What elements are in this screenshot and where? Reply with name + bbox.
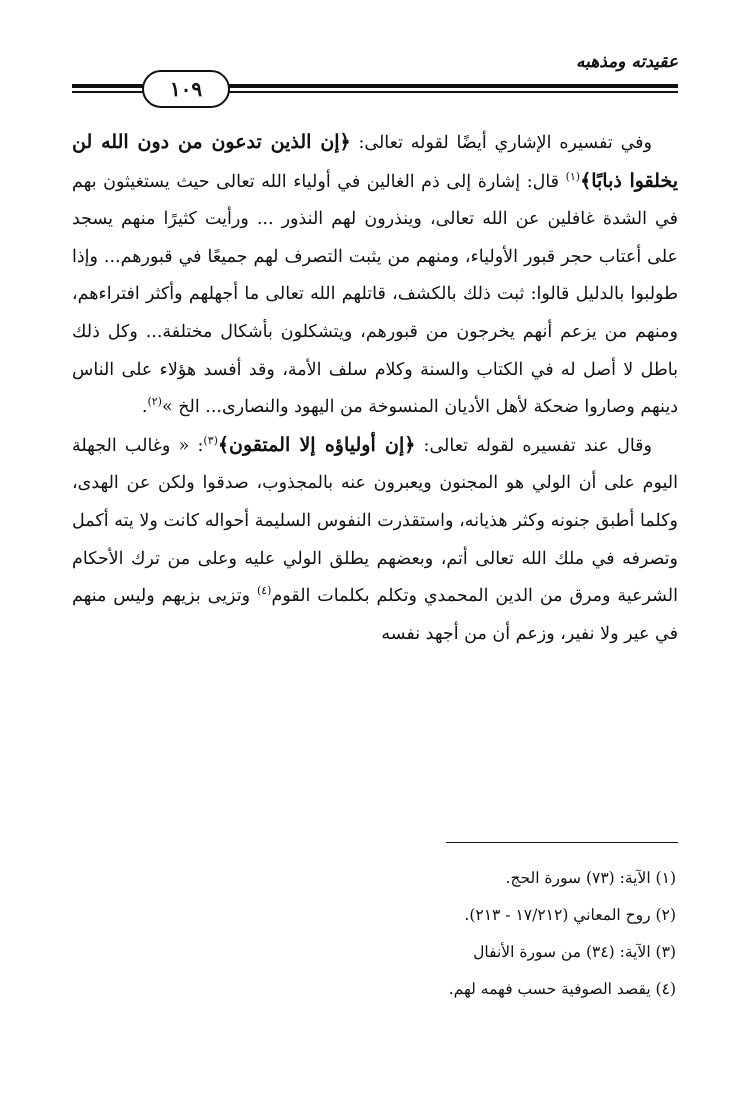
footnote-ref: (١) <box>565 169 581 183</box>
paragraph <box>72 124 678 427</box>
paragraph-text: وقال عند تفسيره لقوله تعالى: <box>415 435 652 456</box>
quran-verse: ﴿إن الذين تدعون من دون الله لن يخلقوا ذبابًا﴾ <box>72 131 678 192</box>
paragraph-text: قال: إشارة إلى ذم الغالين في أولياء الله تعالى حيث يستغيثون بهم في الشدة غافلين عن الله تعالى، وينذرون لهم النذور ... ورأيت كثيرًا منهم يسجد على أعتاب حجر قبور الأولياء، ومنهم من يثبت التصرف لهم جميعًا في قبورهم... وإذا طولبوا بالدليل قالوا: ثبت ذلك بالكشف، قاتلهم الله تعالى ما أجهلهم وأكثر افتراءهم، ومنهم من يزعم أنهم يخرجون من قبورهم، ويتشكلون بأشكال مختلفة... وكل ذلك باطل لا أصل له في الكتاب والسنة وكلام سلف الأمة، وقد أفسد هؤلاء على الناس دينهم وصاروا ضحكة لأهل الأديان المنسوخة من اليهود والنصارى... الخ » <box>72 171 678 418</box>
footnote-item: (٤) يقصد الصوفية حسب فهمه لهم. <box>448 980 676 998</box>
footnote-ref: (٢) <box>147 395 162 409</box>
footnote-ref: (٤) <box>256 584 272 598</box>
paragraph-text: : « وغالب الجهلة اليوم على أن الولي هو المجنون ويعبرون عنه بالمجذوب، صدقوا ولكن عن الهدى، وكلما أطبق جنونه وكثر هذيانه، واستقذرت النفوس السليمة أحواله كانت ولا يته أكمل وتصرفه في ملك الله تعالى أتم، وبعضهم يطلق الولي عليه وعلى من ترك الأحكام الشرعية ومرق من الدين المحمدي وتكلم بكلمات القوم <box>72 435 678 607</box>
paragraph <box>72 427 678 654</box>
quran-verse: ﴿إن أولياؤه إلا المتقون﴾ <box>217 433 416 456</box>
footnote-item: (٣) الآية: (٣٤) من سورة الأنفال <box>473 943 676 961</box>
footnotes <box>72 860 678 1008</box>
footnote-item: (٢) روح المعاني (١٧/٢١٢ - ٢١٣). <box>464 906 676 924</box>
footnote-item: (١) الآية: (٧٣) سورة الحج. <box>505 869 676 887</box>
paragraph-text: . <box>141 397 148 418</box>
paragraph-text: وفي تفسيره الإشاري أيضًا لقوله تعالى: <box>350 133 652 153</box>
footnote-separator <box>446 842 678 843</box>
footnote-ref: (٣) <box>203 433 218 447</box>
running-header-title: عقيدته ومذهبه <box>575 52 678 72</box>
main-text <box>72 124 678 653</box>
paragraph-text: وتزيى بزيهم وليس منهم في عير ولا نفير، وزعم أن من أجهد نفسه <box>72 586 678 644</box>
page-number-badge: ١٠٩ <box>142 70 230 108</box>
